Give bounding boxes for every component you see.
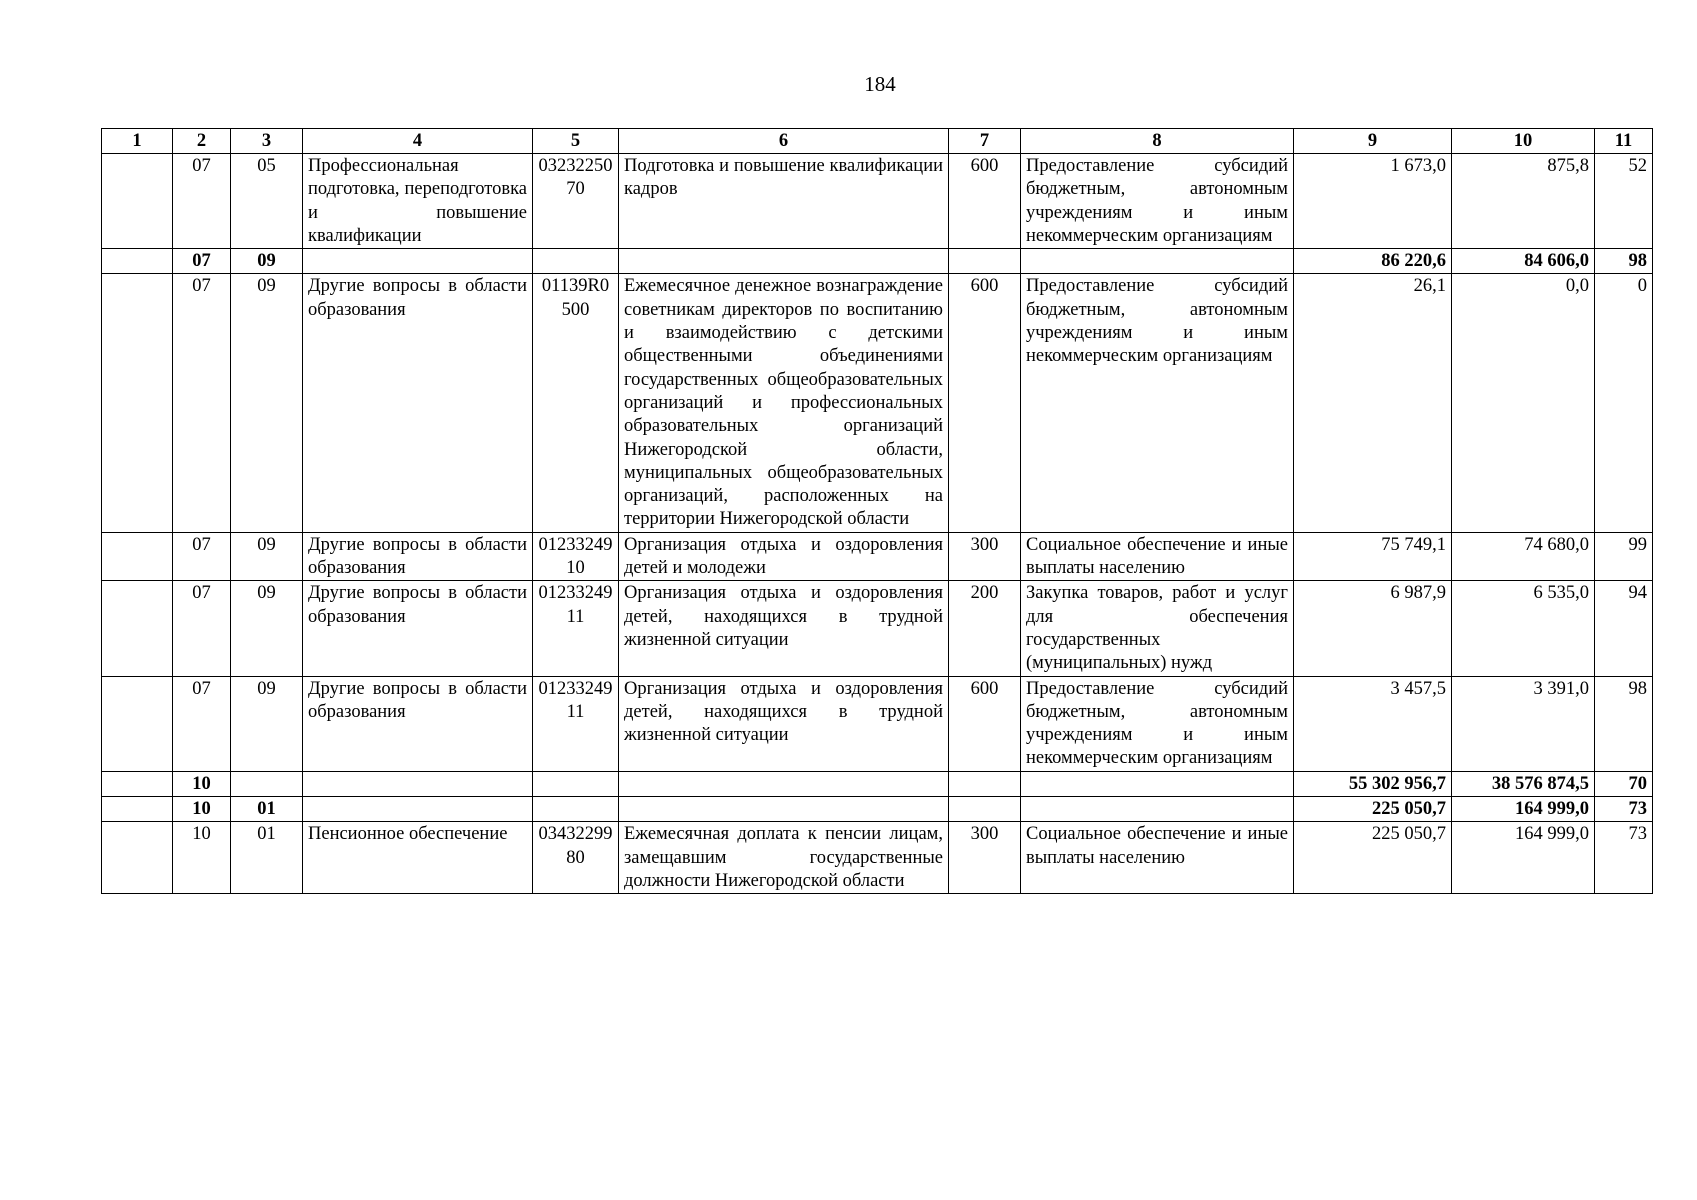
expense-type-name: Предоставление субсидий бюджетным, автономным учреждениям и иным некоммерческим организациям bbox=[1021, 274, 1294, 532]
cell-empty bbox=[619, 771, 949, 796]
expense-type-name: Предоставление субсидий бюджетным, автономным учреждениям и иным некоммерческим организациям bbox=[1021, 154, 1294, 249]
target-article-code: 0123324910 bbox=[533, 532, 619, 581]
table-row bbox=[102, 676, 1653, 771]
amount-executed: 74 680,0 bbox=[1452, 532, 1595, 581]
cell-col1 bbox=[102, 249, 173, 274]
percent-executed: 73 bbox=[1595, 822, 1653, 894]
header-cell: 1 bbox=[102, 129, 173, 154]
section-code: 07 bbox=[173, 154, 231, 249]
section-code: 10 bbox=[173, 822, 231, 894]
amount-executed: 0,0 bbox=[1452, 274, 1595, 532]
amount-planned: 225 050,7 bbox=[1294, 822, 1452, 894]
amount-executed: 3 391,0 bbox=[1452, 676, 1595, 771]
cell-col1 bbox=[102, 154, 173, 249]
cell-empty bbox=[303, 797, 533, 822]
target-article-code: 0123324911 bbox=[533, 676, 619, 771]
subsection-name: Другие вопросы в области образования bbox=[303, 676, 533, 771]
header-cell: 5 bbox=[533, 129, 619, 154]
cell-col1 bbox=[102, 797, 173, 822]
target-article-code: 01139R0500 bbox=[533, 274, 619, 532]
amount-planned: 86 220,6 bbox=[1294, 249, 1452, 274]
section-code: 07 bbox=[173, 676, 231, 771]
amount-executed: 164 999,0 bbox=[1452, 822, 1595, 894]
percent-executed: 52 bbox=[1595, 154, 1653, 249]
cell-col1 bbox=[102, 822, 173, 894]
cell-empty bbox=[303, 249, 533, 274]
budget-table bbox=[101, 128, 1653, 894]
subsection-code: 01 bbox=[231, 822, 303, 894]
subsection-code: 09 bbox=[231, 676, 303, 771]
amount-planned: 55 302 956,7 bbox=[1294, 771, 1452, 796]
cell-col1 bbox=[102, 676, 173, 771]
cell-empty bbox=[303, 771, 533, 796]
cell-col1 bbox=[102, 532, 173, 581]
cell-empty bbox=[1021, 249, 1294, 274]
cell-empty bbox=[619, 797, 949, 822]
header-cell: 3 bbox=[231, 129, 303, 154]
section-code: 07 bbox=[173, 581, 231, 676]
expense-type-code: 300 bbox=[949, 822, 1021, 894]
cell-col1 bbox=[102, 771, 173, 796]
amount-executed: 6 535,0 bbox=[1452, 581, 1595, 676]
cell-empty bbox=[533, 797, 619, 822]
section-code: 10 bbox=[173, 771, 231, 796]
subsection-name: Пенсионное обеспечение bbox=[303, 822, 533, 894]
subtotal-row bbox=[102, 249, 1653, 274]
cell-empty bbox=[949, 249, 1021, 274]
header-cell: 9 bbox=[1294, 129, 1452, 154]
subsection-name: Другие вопросы в области образования bbox=[303, 581, 533, 676]
header-cell: 2 bbox=[173, 129, 231, 154]
expense-type-name: Социальное обеспечение и иные выплаты населению bbox=[1021, 532, 1294, 581]
target-article-name: Подготовка и повышение квалификации кадров bbox=[619, 154, 949, 249]
cell-empty bbox=[533, 771, 619, 796]
table-row bbox=[102, 581, 1653, 676]
percent-executed: 99 bbox=[1595, 532, 1653, 581]
table-row bbox=[102, 154, 1653, 249]
subsection-code: 01 bbox=[231, 797, 303, 822]
amount-planned: 6 987,9 bbox=[1294, 581, 1452, 676]
amount-planned: 75 749,1 bbox=[1294, 532, 1452, 581]
subsection-code: 09 bbox=[231, 581, 303, 676]
expense-type-code: 600 bbox=[949, 274, 1021, 532]
page-number: 184 bbox=[864, 72, 896, 96]
percent-executed: 98 bbox=[1595, 676, 1653, 771]
amount-executed: 38 576 874,5 bbox=[1452, 771, 1595, 796]
cell-empty bbox=[533, 249, 619, 274]
expense-type-code: 300 bbox=[949, 532, 1021, 581]
cell-col1 bbox=[102, 581, 173, 676]
percent-executed: 0 bbox=[1595, 274, 1653, 532]
subsection-name: Профессиональная подготовка, переподготовка и повышение квалификации bbox=[303, 154, 533, 249]
header-cell: 11 bbox=[1595, 129, 1653, 154]
subsection-code bbox=[231, 771, 303, 796]
subsection-code: 09 bbox=[231, 249, 303, 274]
table-row bbox=[102, 274, 1653, 532]
header-cell: 4 bbox=[303, 129, 533, 154]
cell-empty bbox=[1021, 797, 1294, 822]
target-article-name: Организация отдыха и оздоровления детей и молодежи bbox=[619, 532, 949, 581]
amount-planned: 1 673,0 bbox=[1294, 154, 1452, 249]
expense-type-name: Предоставление субсидий бюджетным, автономным учреждениям и иным некоммерческим организациям bbox=[1021, 676, 1294, 771]
subsection-name: Другие вопросы в области образования bbox=[303, 532, 533, 581]
subsection-code: 09 bbox=[231, 532, 303, 581]
header-cell: 6 bbox=[619, 129, 949, 154]
amount-executed: 84 606,0 bbox=[1452, 249, 1595, 274]
cell-empty bbox=[949, 771, 1021, 796]
section-code: 10 bbox=[173, 797, 231, 822]
subtotal-row bbox=[102, 797, 1653, 822]
expense-type-code: 600 bbox=[949, 154, 1021, 249]
target-article-name: Ежемесячная доплата к пенсии лицам, замещавшим государственные должности Нижегородской области bbox=[619, 822, 949, 894]
expense-type-name: Закупка товаров, работ и услуг для обеспечения государственных (муниципальных) нужд bbox=[1021, 581, 1294, 676]
section-code: 07 bbox=[173, 274, 231, 532]
header-cell: 10 bbox=[1452, 129, 1595, 154]
amount-executed: 164 999,0 bbox=[1452, 797, 1595, 822]
header-row bbox=[102, 129, 1653, 154]
cell-empty bbox=[1021, 771, 1294, 796]
cell-col1 bbox=[102, 274, 173, 532]
percent-executed: 70 bbox=[1595, 771, 1653, 796]
section-code: 07 bbox=[173, 532, 231, 581]
amount-planned: 3 457,5 bbox=[1294, 676, 1452, 771]
expense-type-code: 200 bbox=[949, 581, 1021, 676]
subsection-code: 09 bbox=[231, 274, 303, 532]
table-row bbox=[102, 532, 1653, 581]
target-article-name: Организация отдыха и оздоровления детей, находящихся в трудной жизненной ситуации bbox=[619, 581, 949, 676]
target-article-code: 0323225070 bbox=[533, 154, 619, 249]
percent-executed: 98 bbox=[1595, 249, 1653, 274]
subsection-name: Другие вопросы в области образования bbox=[303, 274, 533, 532]
table-row bbox=[102, 822, 1653, 894]
cell-empty bbox=[949, 797, 1021, 822]
expense-type-name: Социальное обеспечение и иные выплаты населению bbox=[1021, 822, 1294, 894]
subtotal-row bbox=[102, 771, 1653, 796]
target-article-code: 0343229980 bbox=[533, 822, 619, 894]
target-article-name: Организация отдыха и оздоровления детей, находящихся в трудной жизненной ситуации bbox=[619, 676, 949, 771]
amount-planned: 225 050,7 bbox=[1294, 797, 1452, 822]
cell-empty bbox=[619, 249, 949, 274]
header-cell: 7 bbox=[949, 129, 1021, 154]
expense-type-code: 600 bbox=[949, 676, 1021, 771]
percent-executed: 73 bbox=[1595, 797, 1653, 822]
subsection-code: 05 bbox=[231, 154, 303, 249]
percent-executed: 94 bbox=[1595, 581, 1653, 676]
amount-executed: 875,8 bbox=[1452, 154, 1595, 249]
target-article-code: 0123324911 bbox=[533, 581, 619, 676]
target-article-name: Ежемесячное денежное вознаграждение советникам директоров по воспитанию и взаимодействию с детскими общественными объединениями государственных общеобразовательных организаций и профессиональных образовательных организаций Нижегородской области, муниципальных общеобразовательных организаций, расположенных на территории Нижегородской области bbox=[619, 274, 949, 532]
section-code: 07 bbox=[173, 249, 231, 274]
header-cell: 8 bbox=[1021, 129, 1294, 154]
amount-planned: 26,1 bbox=[1294, 274, 1452, 532]
